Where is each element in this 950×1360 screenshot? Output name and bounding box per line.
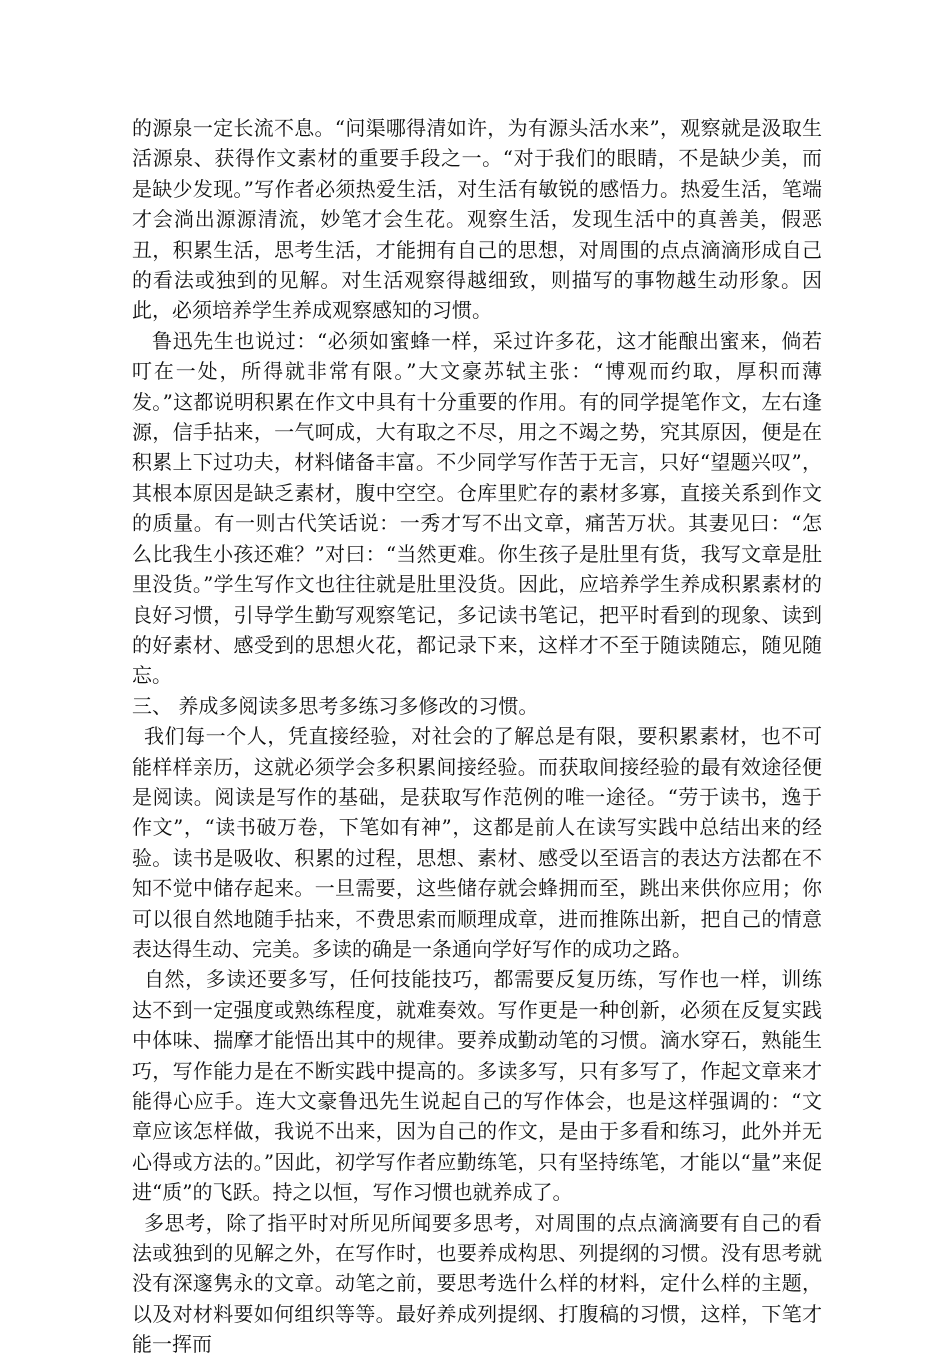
paragraph-observation: 的源泉一定长流不息。“问渠哪得清如许，为有源头活水来”，观察就是汲取生活源泉、获得作文素材的重要手段之一。“对于我们的眼睛，不是缺少美，而是缺少发现。”写作者必须热爱生活，对生活有敏锐的感悟力。热爱生活，笔端才会淌出源源清流，妙笔才会生花。观察生活，发现生活中的真善美，假恶丑，积累生活，思考生活，才能拥有自己的思想，对周围的点点滴滴形成自己的看法或独到的见解。对生活观察得越细致，则描写的事物越生动形象。因此，必须培养学生养成观察感知的习惯。	[132, 116, 822, 323]
document-body	[132, 113, 822, 1360]
paragraph-thinking: 多思考，除了指平时对所见所闻要多思考，对周围的点点滴滴要有自己的看法或独到的见解之外，在写作时，也要养成构思、列提纲的习惯。没有思考就没有深邃隽永的文章。动笔之前，要思考选什么样的材料，定什么样的主题，以及对材料要如何组织等等。最好养成列提纲、打腹稿的习惯，这样，下笔才能一挥而	[132, 1210, 822, 1357]
section-heading-3: 三、 养成多阅读多思考多练习多修改的习惯。	[132, 693, 539, 718]
paragraph-reading: 我们每一个人，凭直接经验，对社会的了解总是有限，要积累素材，也不可能样样亲历，这就必须学会多积累间接经验。而获取间接经验的最有效途径便是阅读。阅读是写作的基础，是获取写作范例的唯一途径。“劳于读书，逸于作文”，“读书破万卷，下笔如有神”，这都是前人在读写实践中总结出来的经验。读书是吸收、积累的过程，思想、素材、感受以至语言的表达方法都在不知不觉中储存起来。一旦需要，这些储存就会蜂拥而至，跳出来供你应用；你可以很自然地随手拈来，不费思索而顺理成章，进而推陈出新，把自己的情意表达得生动、完美。多读的确是一条通向学好写作的成功之路。	[132, 724, 822, 961]
paragraph-accumulation: 鲁迅先生也说过：“必须如蜜蜂一样，采过许多花，这才能酿出蜜来，倘若叮在一处，所得就非常有限。”大文豪苏轼主张：“博观而约取，厚积而薄发。”这都说明积累在作文中具有十分重要的作用。有的同学提笔作文，左右逢源，信手拈来，一气呵成，大有取之不尽，用之不竭之势，究其原因，便是在积累上下过功夫，材料储备丰富。不少同学写作苦于无言，只好“望题兴叹”，其根本原因是缺乏素材，腹中空空。仓库里贮存的素材多寡，直接关系到作文的质量。有一则古代笑话说：一秀才写不出文章，痛苦万状。其妻见曰：“怎么比我生小孩还难？”对曰：“当然更难。你生孩子是肚里有货，我写文章是肚里没货。”学生写作文也往往就是肚里没货。因此，应培养学生养成积累素材的良好习惯，引导学生勤写观察笔记，多记读书笔记，把平时看到的现象、读到的好素材、感受到的思想火花，都记录下来，这样才不至于随读随忘，随见随忘。	[132, 328, 822, 688]
paragraph-writing: 自然，多读还要多写，任何技能技巧，都需要反复历练，写作也一样，训练达不到一定强度或熟练程度，就难奏效。写作更是一种创新，必须在反复实践中体味、揣摩才能悟出其中的规律。要养成勤动笔的习惯。滴水穿石，熟能生巧，写作能力是在不断实践中提高的。多读多写，只有多写了，作起文章来才能得心应手。连大文豪鲁迅先生说起自己的写作体会，也是这样强调的：“文章应该怎样做，我说不出来，因为自己的作文，是由于多看和练习，此外并无心得或方法的。”因此，初学写作者应勤练笔，只有坚持练笔，才能以“量”来促进“质”的飞跃。持之以恒，写作习惯也就养成了。	[132, 967, 822, 1205]
